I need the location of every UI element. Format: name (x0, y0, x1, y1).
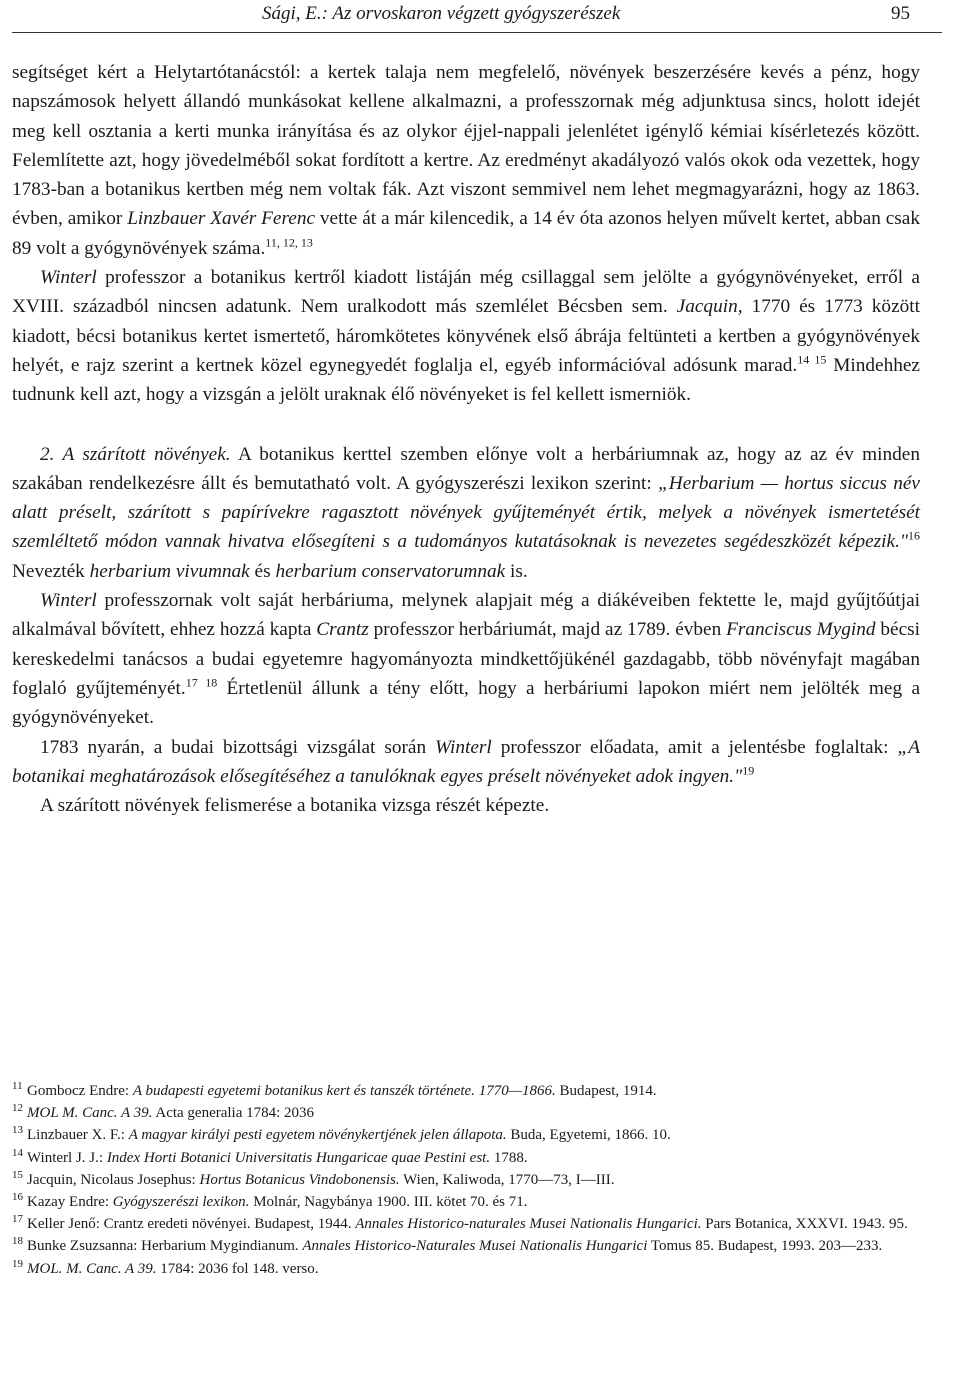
page-number: 95 (891, 3, 910, 24)
person-name: Jacquin, (676, 296, 743, 318)
paragraph-4: Winterl professzornak volt saját herbáriuma, melynek alapjait még a diákéveiben fektette le, majd gyűjtőútjai alkalmával bővített, ehhez hozzá kapta Crantz professzor herbáriumát, majd az 1789. évben Franciscus Mygind bécsi kereskedelmi tanácsos a budai egyetemre hagyományozta mindkettőjükénél gazdagabb, több növényfajt magában foglaló gyűjteményét.$^{17 18}$ Értetlenül állunk a tény előtt, hogy a herbáriumi lapokon miért nem jelölték meg a gyógynövényeket. (12, 590, 921, 729)
footnote-ref[interactable]: 11, 12, 13 (265, 235, 313, 250)
footnote: 12 MOL M. Canc. A 39. Acta generalia 1784: 2036 (12, 1102, 315, 1122)
footnote-ref[interactable]: 19 (742, 763, 755, 778)
footnote: 16 Kazay Endre: Gyógyszerészi lexikon. Molnár, Nagybánya 1900. III. kötet 70. és 71. (12, 1191, 528, 1211)
footnote-number: 15 (12, 1168, 23, 1181)
footnote-ref[interactable]: 17 18 (185, 675, 218, 690)
running-title: Sági, E.: Az orvoskaron végzett gyógyszerészek (262, 3, 621, 24)
footnote-number: 19 (12, 1257, 23, 1270)
footnote: 11 Gombocz Endre: A budapesti egyetemi botanikus kert és tanszék története. 1770—1866. Budapest, 1914. (12, 1080, 657, 1099)
footnote: 15 Jacquin, Nicolaus Josephus: Hortus Botanicus Vindobonensis. Wien, Kaliwoda, 1770—73, I—III. (12, 1168, 615, 1188)
footnote-ref[interactable]: 16 (908, 529, 920, 544)
person-name: Crantz (316, 619, 369, 641)
paragraph-3: 2. A szárított növények. A botanikus kerttel szemben előnye volt a herbáriumnak az, hogy az az év minden szakában rendelkezésre állt és bemutatható volt. A gyógyszerészi lexikon szerint: „Herbarium — hortus siccus név alatt préselt, szárított s papírívekre ragasztott növények gyűjteményét értik, melyek a növények ismertetését szemléltető módon vannak hivatva elősegíteni s a tudományos kutatásoknak is nevezetes segédeszközét képezik."$^{16}$ Nevezték herbarium vivumnak és herbarium conservatorumnak is. (12, 443, 920, 582)
person-name: Franciscus Mygind (726, 619, 876, 641)
paragraph-1: segítséget kért a Helytartótanácstól: a kertek talaja nem megfelelő, növények beszerzésére kevés a pénz, hogy napszámosok helyett állandó munkásokat kellene alkalmazni, a professzornak még adjunktusa sincs, holott idejét meg kell osztania a kerti munka irányítása és az olykor éjjel-nappali jelenlétet igénylő kémiai kísérletezés között. Felemlítette azt, hogy jövedelméből sokat fordított a kertre. Az eredményt akadályozó valós okok oda vezettek, hogy 1783-ban a botanikus kertben még nem voltak fák. Azt viszont semmivel nem lehet megmagyarázni, hogy az 1863. évben, amikor Linzbauer Xavér Ferenc vette át a már kilencedik, a 14 év óta azonos helyen művelt kertet, abban csak 89 volt a gyógynövények száma.$^{11, 12, 13}$ (12, 62, 920, 259)
paragraph-2: Winterl professzor a botanikus kertről kiadott listáján még csillaggal sem jelölte a gyógynövényeket, erről a XVIII. századból nincsen adatunk. Nem uralkodott más szemlélet Bécsben sem. Jacquin, 1770 és 1773 között kiadott, bécsi botanikus kertet ismertető, háromkötetes könyvének első ábrája feltünteti a kertben a gyógynövények helyét, e rajz szerint a kertnek közel egynegyedét foglalja el, egyéb információval adósunk marad.$^{14 15}$ Mindehhez tudnunk kell azt, hogy a vizsgán a jelölt uraknak élő növényeket is fel kellett ismerniök. (12, 267, 920, 406)
footnote: 19 MOL. M. Canc. A 39. 1784: 2036 fol 148. verso. (12, 1257, 319, 1277)
report-quote: „A botanikai meghatározások elősegítéséhez a tanulóknak egyes préselt növényeket adok ingyen." (12, 736, 920, 787)
footnote-number: 18 (12, 1235, 23, 1248)
footnote: 13 Linzbauer X. F.: A magyar királyi pesti egyetem növénykertjének jelen állapota. Buda, Egyetemi, 1866. 10. (12, 1124, 671, 1144)
footnote-number: 16 (12, 1191, 23, 1204)
person-name: Linzbauer Xavér Ferenc (127, 208, 316, 230)
header-rule (12, 32, 942, 33)
footnote-number: 14 (12, 1146, 23, 1159)
footnote-number: 17 (12, 1213, 23, 1226)
footnote: 18 Bunke Zsuzsanna: Herbarium Mygindianum. Annales Historico-Naturales Musei Nationalis Hungarici Tomus 85. Budapest, 1993. 203—233. (12, 1235, 883, 1255)
footnote-ref[interactable]: 14 15 (797, 352, 827, 367)
person-name: Winterl (40, 267, 97, 289)
footnote-number: 12 (12, 1102, 23, 1115)
footnotes (12, 1080, 912, 1280)
footnote-number: 13 (12, 1124, 23, 1137)
footnote: 14 Winterl J. J.: Index Horti Botanici Universitatis Hungaricae quae Pestini est. 1788. (12, 1146, 528, 1166)
footnote: 17 Keller Jenő: Crantz eredeti növényei. Budapest, 1944. Annales Historico-naturales Musei Nationalis Hungarici. Pars Botanica, XXXVI. 1943. 95. (12, 1213, 908, 1233)
section-heading: 2. A szárított növények. (40, 443, 231, 465)
lexicon-quote: „Herbarium — hortus siccus név alatt préselt, szárított s papírívekre ragasztott növények gyűjteményét értik, melyek a növények ismertetését szemléltető módon vannak hivatva elősegíteni s a tudományos kutatásoknak is nevezetes segédeszközét képezik." (12, 472, 920, 553)
body-text (12, 58, 920, 820)
person-name: Winterl (40, 590, 97, 612)
page-header (0, 0, 960, 34)
person-name: Winterl (435, 736, 492, 758)
footnote-number: 11 (12, 1080, 23, 1092)
paragraph-6: A szárított növények felismerése a botanika vizsga részét képezte. (40, 795, 550, 817)
paragraph-5: 1783 nyarán, a budai bizottsági vizsgálat során Winterl professzor előadata, amit a jelentésbe foglaltak: „A botanikai meghatározások elősegítéséhez a tanulóknak egyes préselt növényeket adok ingyen."$^{19}$ (12, 736, 920, 787)
